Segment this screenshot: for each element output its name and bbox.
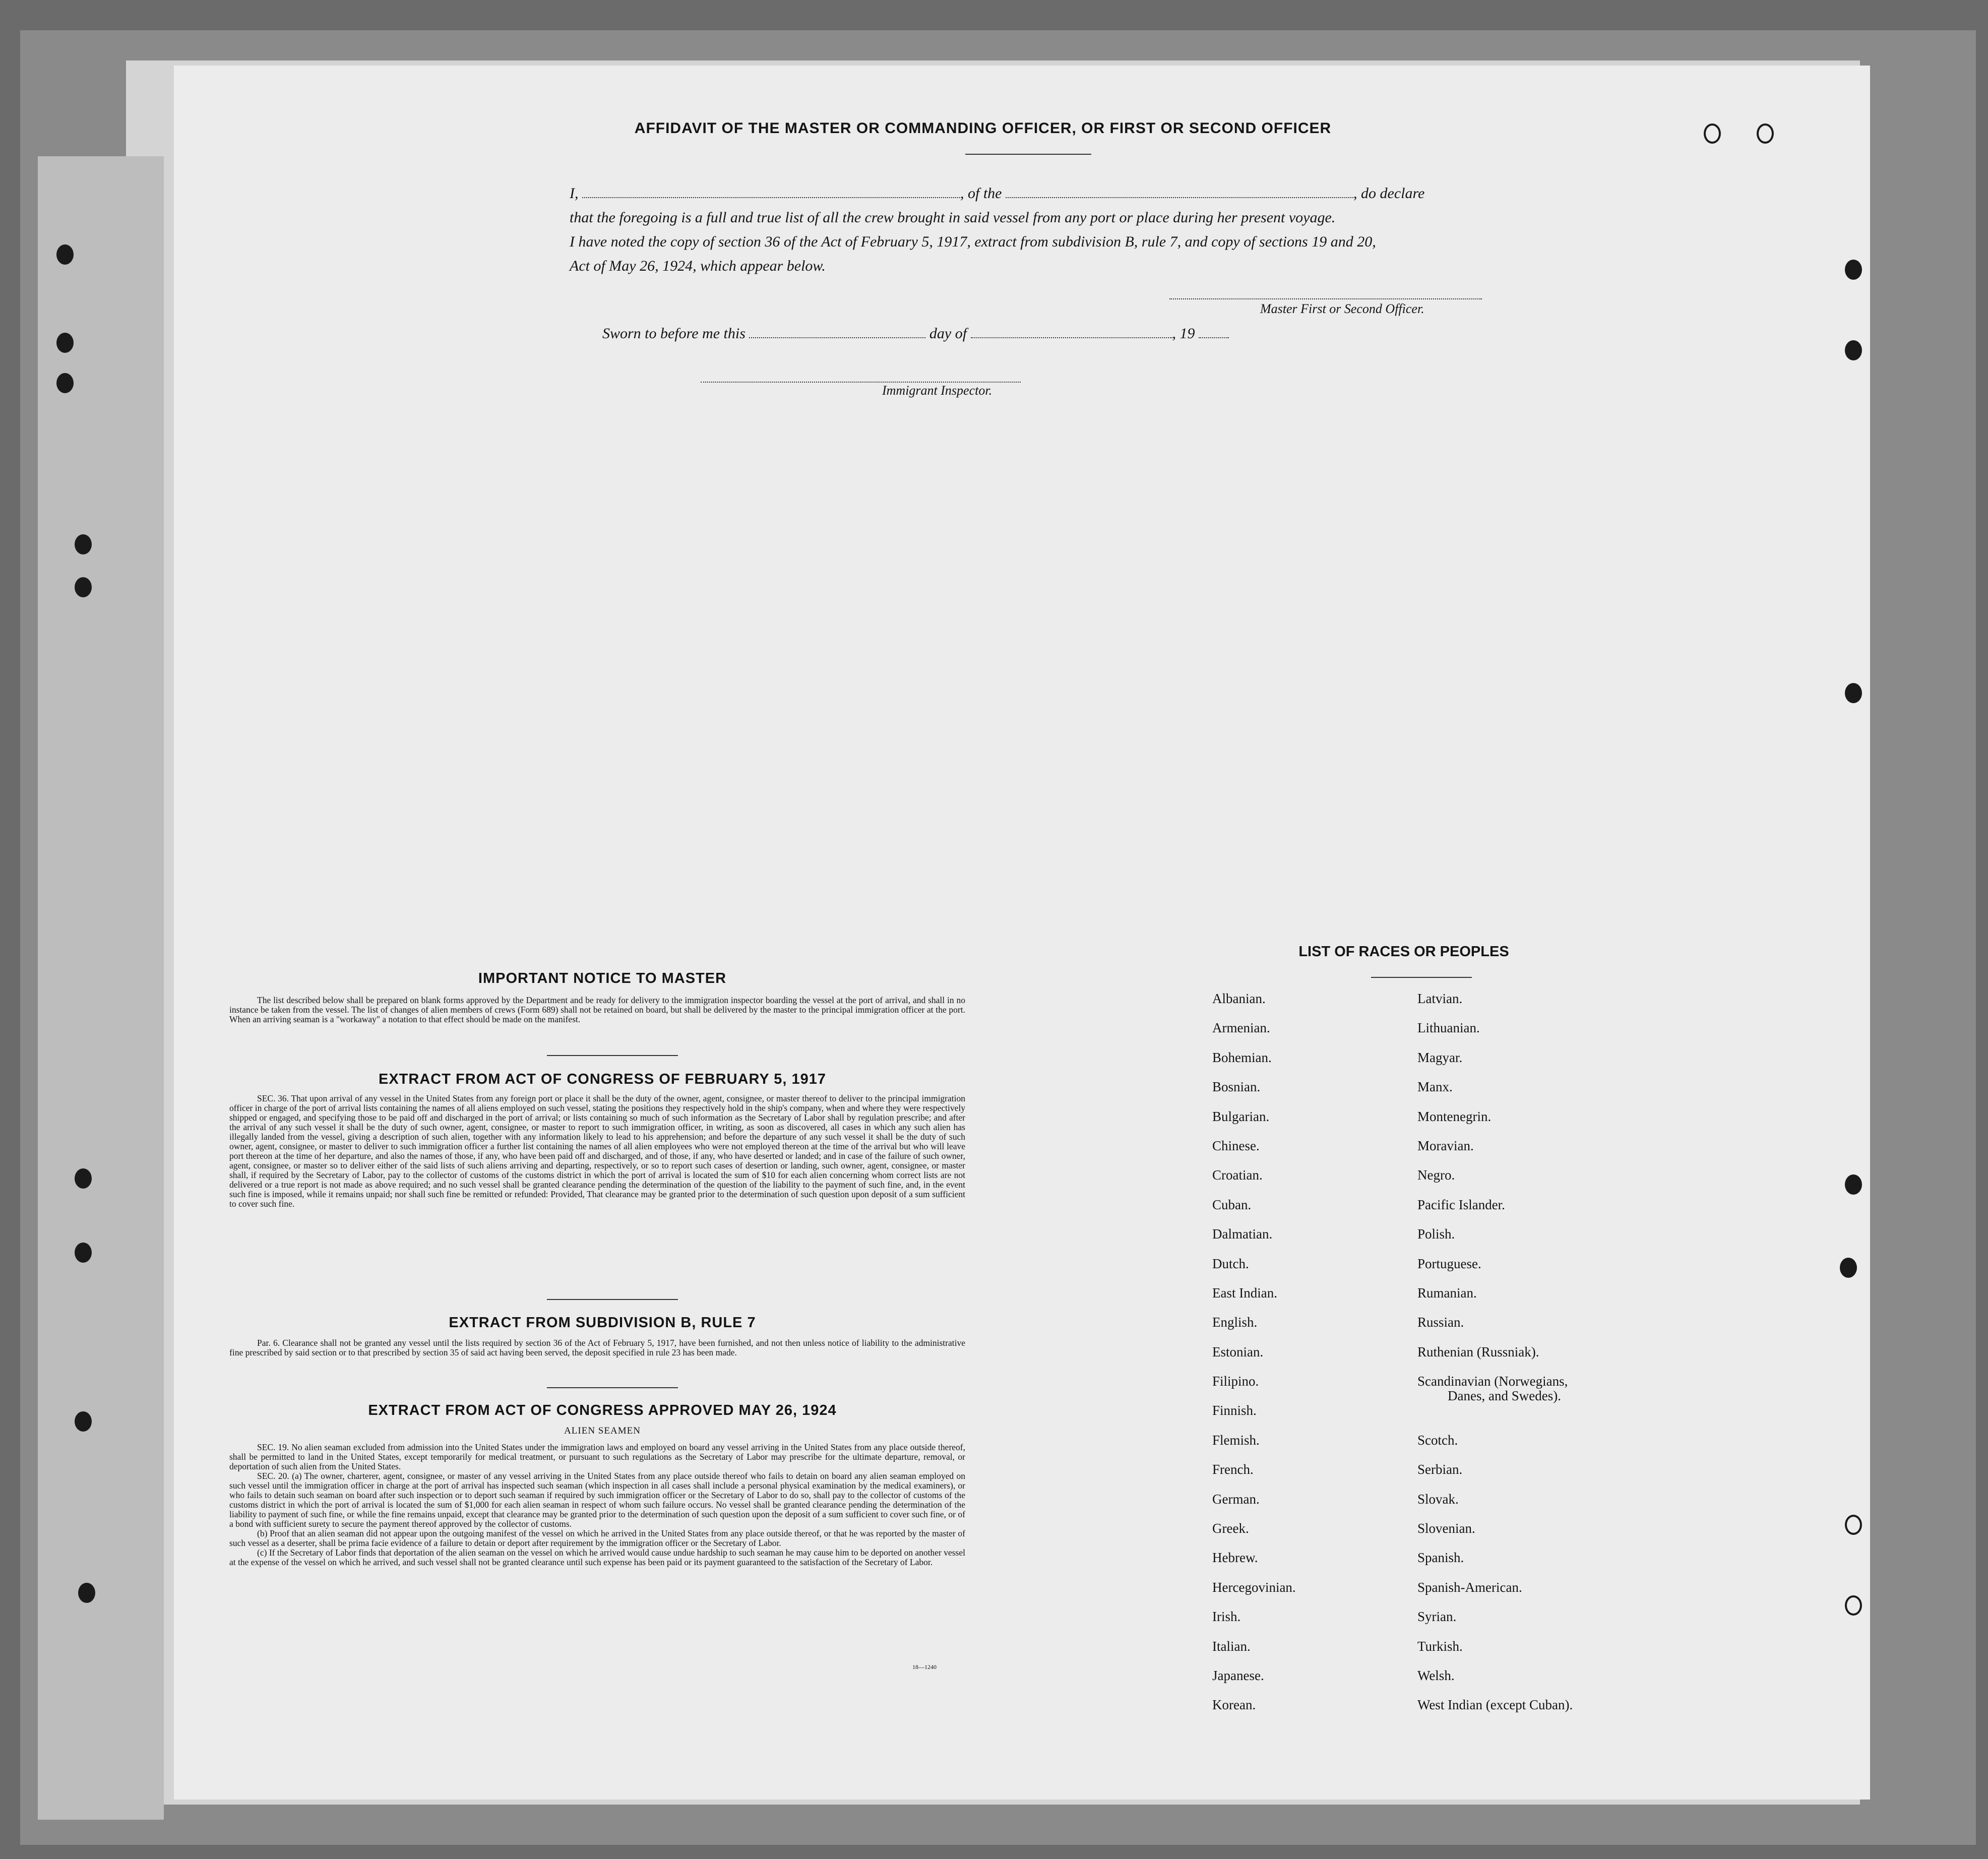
race-item: Turkish.: [1417, 1638, 1463, 1654]
divider: [1371, 977, 1472, 978]
extract-1924-title: EXTRACT FROM ACT OF CONGRESS APPROVED MAY 26, 1924: [368, 1402, 837, 1418]
affidavit-line-2: that the foregoing is a full and true list of all the crew brought in said vessel from any port or place during her present voyage.: [570, 209, 1336, 226]
race-item: Bosnian.: [1212, 1079, 1261, 1095]
race-item: Chinese.: [1212, 1138, 1260, 1153]
race-item: Scandinavian (Norwegians,: [1417, 1374, 1568, 1389]
race-item: Slovak.: [1417, 1491, 1459, 1507]
race-item: Spanish.: [1417, 1550, 1464, 1566]
race-item: Magyar.: [1417, 1049, 1463, 1065]
race-item: Italian.: [1212, 1638, 1251, 1654]
section-20c: (c) If the Secretary of Labor finds that deportation of the alien seaman on the vessel on which he arrived would cause undue hardship to such seaman he may cause him to be deported on another vessel at the expense of the vessel on which he arrived, and such vessel shall not be granted clearance until such expense has been paid or its payment guaranteed to the satisfaction of the Secretary of Labor.: [229, 1547, 965, 1567]
affidavit-line-1: I, , of the , do declare: [570, 185, 1425, 202]
sworn-line: Sworn to before me this day of , 19: [602, 325, 1229, 342]
race-item: English.: [1212, 1315, 1258, 1330]
section-20a: SEC. 20. (a) The owner, charterer, agent, consignee, or master of any vessel arriving in the United States from any place outside thereof who fails to detain on board any alien seaman employed on such vessel until the immigration officer in charge at the port of arrival has inspected such seaman (which inspection in all cases shall include a personal physical examination by the medical examiners), or who fails to detain such seaman on board after such inspection or to deport such seaman if required by such immigration officer or the Secretary of Labor to do so, shall pay to the collector of customs of the customs district in which the port of arrival is located the sum of $1,000 for each alien seaman in respect of whom such failure occurs. No vessel shall be granted clearance pending the determination of the liability to payment of such fine, or while the fine remains unpaid, except that clearance may be granted prior to the determination of such question upon the deposit of a sum sufficient to cover such fine, or of a bond with sufficient surety to secure the payment thereof approved by the collector of customs.: [229, 1471, 965, 1529]
subdivision-b-title: EXTRACT FROM SUBDIVISION B, RULE 7: [449, 1315, 756, 1331]
binder-hole-icon: [1757, 123, 1774, 144]
section-20b: (b) Proof that an alien seaman did not appear upon the outgoing manifest of the vessel on which he arrived in the United States from any place outside thereof, or that he was reported by the master of such vessel as a deserter, shall be prima facie evidence of a failure to detain or deport after requirement by the immigration officer or the Secretary of Labor.: [229, 1528, 965, 1548]
races-left-column: [1212, 990, 1404, 1726]
inspector-label: Immigrant Inspector.: [882, 383, 992, 398]
divider: [547, 1055, 678, 1056]
extract-1924-body: [229, 1443, 965, 1567]
inspector-signature-line[interactable]: [701, 370, 1021, 383]
race-item: Finnish.: [1212, 1403, 1257, 1418]
race-item: Dutch.: [1212, 1256, 1249, 1271]
notice-body: The list described below shall be prepared on blank forms approved by the Department and be ready for delivery to the immigration inspector boarding the vessel at the port of arrival, and shall in no instance be taken from the vessel. The list of changes of alien members of crews (Form 689) shall not be retained on board, but shall be delivered by the master to the principal immigration officer at the port. When an arriving seaman is a "workaway" a notation to that effect should be made on the manifest.: [229, 995, 965, 1024]
vessel-field[interactable]: [1006, 186, 1353, 198]
race-item: Ruthenian (Russniak).: [1417, 1344, 1539, 1359]
race-item: Negro.: [1417, 1167, 1455, 1183]
binder-hole-icon: [56, 373, 74, 393]
name-field[interactable]: [582, 186, 960, 198]
extract-1917-title: EXTRACT FROM ACT OF CONGRESS OF FEBRUARY 5, 1917: [378, 1071, 827, 1087]
binder-hole-icon: [1845, 1515, 1862, 1535]
binder-hole-icon: [1840, 1258, 1857, 1278]
race-item: Hebrew.: [1212, 1550, 1258, 1566]
race-item: Korean.: [1212, 1697, 1256, 1713]
binder-strip: [38, 156, 164, 1820]
race-item: Cuban.: [1212, 1197, 1252, 1212]
race-item: Croatian.: [1212, 1167, 1263, 1183]
divider: [965, 154, 1091, 155]
sworn-day-field[interactable]: [749, 326, 925, 338]
race-item: Armenian.: [1212, 1020, 1270, 1036]
binder-hole-icon: [1845, 683, 1862, 703]
master-signature-line[interactable]: [1169, 287, 1482, 299]
binder-hole-icon: [75, 1411, 92, 1432]
affidavit-text: [570, 181, 1507, 278]
race-item: Estonian.: [1212, 1344, 1264, 1359]
race-item: Welsh.: [1417, 1668, 1455, 1683]
binder-hole-icon: [75, 1243, 92, 1263]
race-item: Hercegovinian.: [1212, 1579, 1296, 1595]
extract-1917-body: SEC. 36. That upon arrival of any vessel in the United States from any foreign port or place it shall be the duty of the owner, agent, consignee, or master thereof to deliver to the principal immigration officer in charge of the port of arrival lists containing the names of all aliens employed on such vessel, stating the positions they respectively hold in the ship's company, when and where they were respectively shipped or engaged, and specifying those to be paid off and discharged in the port of arrival; or lists containing so much of such information as the Secretary of Labor shall by regulation prescribe; and after the arrival of any such vessel it shall be the duty of such owner, agent, consignee, or master to report to such immigration officer, in writing, as soon as discovered, all cases in which any such alien has illegally landed from the vessel, giving a description of such alien, together with any information likely to lead to his apprehension; and before the departure of any such vessel it shall be the duty of such owner, agent, consignee, or master to deliver to such immigration officer a further list containing the names of all alien employees who were not employed thereon at the time of the arrival but who will leave port thereon at the time of her departure, and also the names of those, if any, who have been paid off and discharged, and of those, if any, who have deserted or landed; and in case of the failure of such owner, agent, consignee, or master so to deliver either of the said lists of such aliens arriving and departing, respectively, or so to report such cases of desertion or landing, such owner, agent, consignee, or master shall, if required by the Secretary of Labor, pay to the collector of customs of the customs district in which the port of arrival is located the sum of $10 for each alien concerning whom correct lists are not delivered or a true report is not made as above required; and no such vessel shall be granted clearance pending the determination of the question of the liability to the payment of such fine, and, in the event such fine is imposed, while it remains unpaid; nor shall such fine be remitted or refunded: Provided, That clearance may be granted prior to the determination of such question upon deposit of a sum sufficient to cover such fine.: [229, 1093, 965, 1209]
binder-hole-icon: [75, 1168, 92, 1189]
race-item: Lithuanian.: [1417, 1020, 1480, 1036]
race-item: Slovenian.: [1417, 1521, 1475, 1536]
race-item: Pacific Islander.: [1417, 1197, 1505, 1212]
divider: [547, 1387, 678, 1388]
binder-hole-icon: [1845, 340, 1862, 360]
races-right-column: [1417, 990, 1700, 1726]
affidavit-title: AFFIDAVIT OF THE MASTER OR COMMANDING OFFICER, OR FIRST OR SECOND OFFICER: [634, 120, 1332, 137]
race-item: Japanese.: [1212, 1667, 1264, 1683]
race-item: Scotch.: [1417, 1432, 1458, 1448]
race-item: French.: [1212, 1462, 1254, 1477]
section-19: SEC. 19. No alien seaman excluded from admission into the United States under the immigration laws and employed on board any vessel arriving in the United States from any place outside thereof, shall be permitted to land in the United States, except temporarily for medical treatment, or pursuant to such regulations as the Secretary of Labor may prescribe for the ultimate departure, removal, or deportation of such alien from the United States.: [229, 1442, 965, 1471]
extract-1924-subtitle: ALIEN SEAMEN: [564, 1426, 641, 1436]
divider: [547, 1299, 678, 1300]
binder-hole-icon: [1845, 1595, 1862, 1616]
race-item: Greek.: [1212, 1521, 1249, 1536]
race-item: German.: [1212, 1491, 1260, 1507]
binder-hole-icon: [1845, 260, 1862, 280]
race-item: East Indian.: [1212, 1285, 1277, 1300]
binder-hole-icon: [1845, 1174, 1862, 1195]
notice-title: IMPORTANT NOTICE TO MASTER: [478, 970, 727, 986]
race-item: Russian.: [1417, 1315, 1464, 1330]
affidavit-line-3: I have noted the copy of section 36 of the Act of February 5, 1917, extract from subdivision B, rule 7, and copy of sections 19 and 20,: [570, 233, 1376, 250]
binder-hole-icon: [78, 1583, 95, 1603]
race-item: Irish.: [1212, 1609, 1241, 1625]
race-item: West Indian (except Cuban).: [1417, 1697, 1573, 1713]
master-signature-label: Master First or Second Officer.: [1260, 301, 1424, 316]
binder-hole-icon: [1704, 123, 1721, 144]
race-item: Filipino.: [1212, 1374, 1259, 1389]
race-item: Portuguese.: [1417, 1256, 1481, 1271]
race-item: Rumanian.: [1417, 1285, 1477, 1300]
race-item: Latvian.: [1417, 991, 1463, 1006]
race-item: Montenegrin.: [1417, 1108, 1492, 1124]
race-item: Manx.: [1417, 1079, 1453, 1095]
binder-hole-icon: [75, 577, 92, 597]
sworn-month-field[interactable]: [971, 326, 1172, 338]
race-item: Polish.: [1417, 1226, 1455, 1242]
binder-hole-icon: [56, 333, 74, 353]
binder-hole-icon: [56, 244, 74, 265]
subdivision-b-body: Par. 6. Clearance shall not be granted any vessel until the lists required by section 36 of the Act of February 5, 1917, have been furnished, and not then unless notice of liability to the administrative fine prescribed by said section or to that prescribed by section 35 of said act having been served, the deposit specified in rule 23 has been made.: [229, 1338, 965, 1357]
affidavit-line-4: Act of May 26, 1924, which appear below.: [570, 258, 826, 274]
race-item: Moravian.: [1417, 1138, 1474, 1153]
race-item: Bohemian.: [1212, 1049, 1272, 1065]
race-item: Dalmatian.: [1212, 1226, 1273, 1242]
race-item: Flemish.: [1212, 1432, 1260, 1448]
race-item: Spanish-American.: [1417, 1579, 1522, 1595]
race-item: Albanian.: [1212, 991, 1266, 1006]
race-item: Bulgarian.: [1212, 1108, 1270, 1124]
sworn-year-field[interactable]: [1199, 326, 1229, 338]
race-item: Syrian.: [1417, 1609, 1457, 1625]
form-number: 18—1240: [912, 1663, 937, 1670]
races-title: LIST OF RACES OR PEOPLES: [1298, 944, 1509, 960]
race-item: Danes, and Swedes).: [1448, 1388, 1561, 1404]
race-item: Serbian.: [1417, 1462, 1463, 1477]
binder-hole-icon: [75, 534, 92, 554]
